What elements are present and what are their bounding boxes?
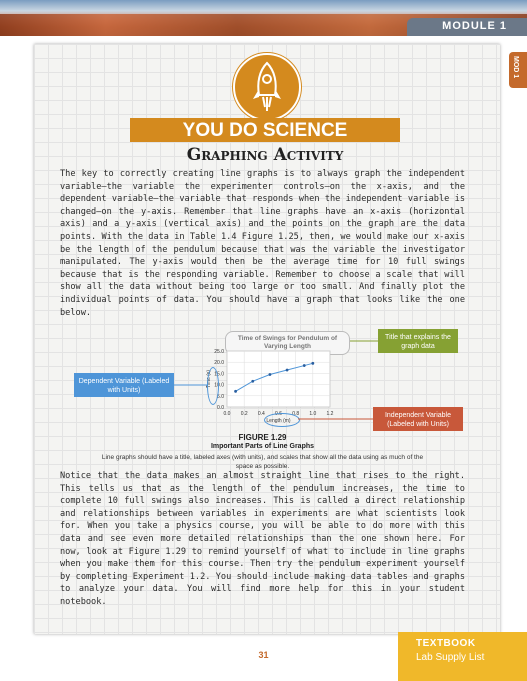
x-tick-label: 0.4 (257, 411, 265, 417)
ylabel-oval (207, 367, 219, 405)
paragraph-explanation: Notice that the data makes an almost straight line that rises to the right. This tells us that as the length of the pendulum increases, the time to complete 10 full swings also increases. This is called a direct relationship and relationships between variables in experiments are what scientists look for. When you take a physics course, you will be able to do more with this data and see even more detailed relationships than the one shown here. For now, look at Figure 1.29 to remind yourself of what to include in line graphs when you make them for this course. Then try the pendulum experiment yourself by completing Experiment 1.2. You should include making data tables and graphs to analyze your data. You will find more help for this in your student notebook. (60, 471, 465, 607)
data-point (234, 390, 237, 393)
textbook-label: TEXTBOOK (416, 638, 476, 649)
y-tick-label: 5.0 (217, 393, 224, 400)
side-tab-label: MOD 1 (512, 56, 519, 79)
x-axis-label: Length (m) (266, 418, 291, 424)
rocket-icon (233, 53, 301, 121)
data-point (286, 369, 289, 372)
paragraph-intro: The key to correctly creating line graphs is to always graph the independent variable—the variable the experimenter controls—on the x-axis, and the dependent variable—the variable that responds when the independent variable is changed—on the y-axis. Remember that line graphs have an x-axis (horizontal axis) and a y-axis (vertical axis) and the points on the graph are the data points. With the data in Table 1.4 Figure 1.25, then, we would make our x-axis be the length of the pendulum because that was the variable the investigator manipulated. The y-axis would then be the average time for 10 full swings because that is the responding variable. Remember to choose a scale that will show all the data without being too large or too small. And finally plot the individual points of data. You should have a graph that looks like the one below. (60, 169, 465, 318)
y-axis-label: Time (s) (206, 369, 212, 389)
chart-title: Time of Swings for Pendulum of Varying Length (225, 331, 350, 355)
x-tick-label: 0.0 (223, 411, 231, 417)
data-point (251, 380, 254, 383)
figure-number: FIGURE 1.29 (238, 433, 287, 442)
figure-name: Important Parts of Line Graphs (210, 443, 315, 450)
activity-title: Graphing Activity (186, 145, 344, 165)
section-banner (130, 118, 400, 142)
x-tick-label: 0.2 (240, 411, 248, 417)
callout-dependent: Dependent Variable (Labeled with Units) (74, 373, 174, 397)
module-label: MODULE 1 (442, 20, 507, 32)
y-tick-label: 20.0 (214, 360, 224, 367)
x-tick-label: 1.0 (309, 411, 317, 417)
x-tick-label: 0.8 (292, 411, 300, 417)
lab-supply-link[interactable]: Lab Supply List (416, 652, 485, 663)
page-number: 31 (258, 650, 269, 660)
side-module-tab[interactable] (509, 52, 527, 88)
y-tick-label: 25.0 (214, 349, 224, 355)
y-tick-label: 10.0 (214, 382, 224, 389)
callout-title: Title that explains the graph data (378, 329, 458, 353)
header-banner (0, 0, 527, 36)
module-tab[interactable] (407, 18, 527, 36)
xlabel-oval (264, 413, 300, 427)
figure-caption: Line graphs should have a title, labeled axes (with units), and scales that show all the data using as much of the space as possible. (101, 454, 424, 470)
textbook-link[interactable] (398, 632, 527, 681)
x-tick-label: 0.6 (275, 411, 282, 417)
data-point (303, 364, 306, 367)
x-tick-label: 1.2 (326, 411, 334, 417)
callout-independent: Independent Variable (Labeled with Units) (373, 407, 463, 431)
y-tick-label: 15.0 (214, 371, 224, 378)
data-point (269, 373, 272, 376)
data-point (311, 362, 314, 365)
y-tick-label: 0.0 (217, 405, 224, 411)
section-banner-text: YOU DO SCIENCE (182, 120, 348, 141)
